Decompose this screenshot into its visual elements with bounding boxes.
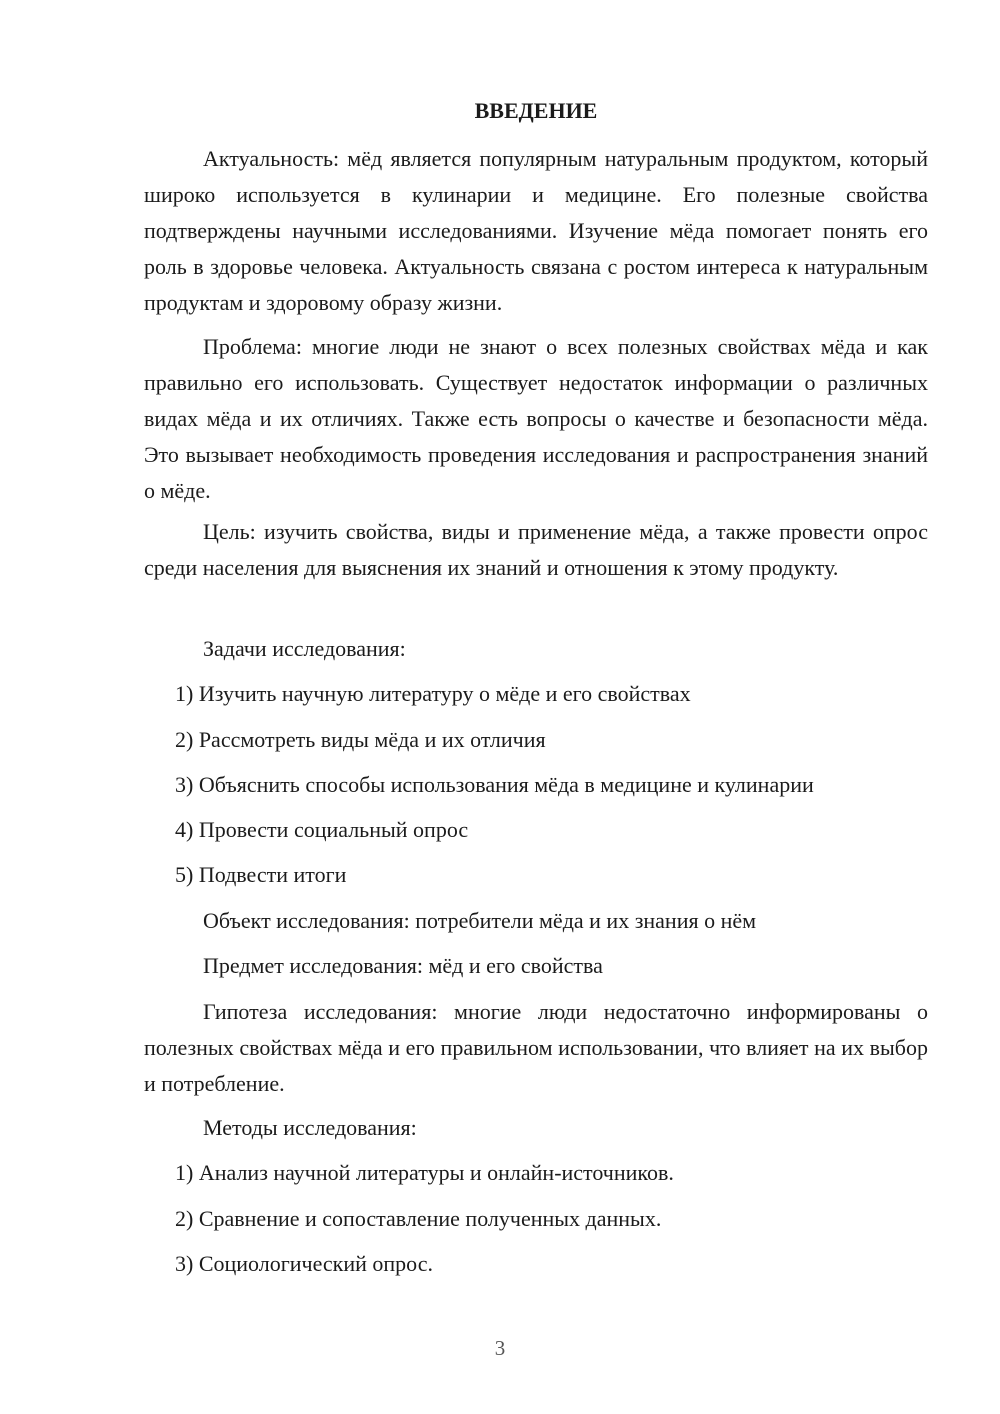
task-item: 2) Рассмотреть виды мёда и их отличия bbox=[175, 727, 546, 752]
method-item: 3) Социологический опрос. bbox=[175, 1251, 433, 1276]
method-item: 2) Сравнение и сопоставление полученных данных. bbox=[175, 1206, 662, 1231]
object-paragraph: Объект исследования: потребители мёда и их знания о нём bbox=[203, 908, 757, 933]
methods-heading: Методы исследования: bbox=[203, 1115, 417, 1140]
tasks-heading: Задачи исследования: bbox=[203, 636, 406, 661]
hypothesis-paragraph: Гипотеза исследования: многие люди недостаточно информированы о полезных свойствах мёда и его правильном использовании, что влияет на их выбор и потребление. bbox=[144, 999, 928, 1096]
document-page bbox=[144, 0, 928, 1414]
subject-paragraph: Предмет исследования: мёд и его свойства bbox=[203, 953, 603, 978]
method-item: 1) Анализ научной литературы и онлайн-источников. bbox=[175, 1160, 674, 1185]
page-number: 3 bbox=[494, 1336, 506, 1360]
goal-paragraph: Цель: изучить свойства, виды и применение мёда, а также провести опрос среди населения для выяснения их знаний и отношения к этому продукту. bbox=[144, 519, 928, 580]
problem-paragraph: Проблема: многие люди не знают о всех полезных свойствах мёда и как правильно его использовать. Существует недостаток информации о различных видах мёда и их отличиях. Также есть вопросы о качестве и безопасности мёда. Это вызывает необходимость проведения исследования и распространения знаний о мёде. bbox=[144, 334, 928, 503]
relevance-paragraph: Актуальность: мёд является популярным натуральным продуктом, который широко используется в кулинарии и медицине. Его полезные свойства подтверждены научными исследованиями. Изучение мёда помогает понять его роль в здоровье человека. Актуальность связана с ростом интереса к натуральным продуктам и здоровому образу жизни. bbox=[144, 146, 928, 315]
task-item: 5) Подвести итоги bbox=[175, 862, 347, 887]
task-item: 3) Объяснить способы использования мёда в медицине и кулинарии bbox=[175, 772, 814, 797]
task-item: 1) Изучить научную литературу о мёде и его свойствах bbox=[175, 681, 691, 706]
section-title: ВВЕДЕНИЕ bbox=[474, 98, 598, 123]
task-item: 4) Провести социальный опрос bbox=[175, 817, 469, 842]
